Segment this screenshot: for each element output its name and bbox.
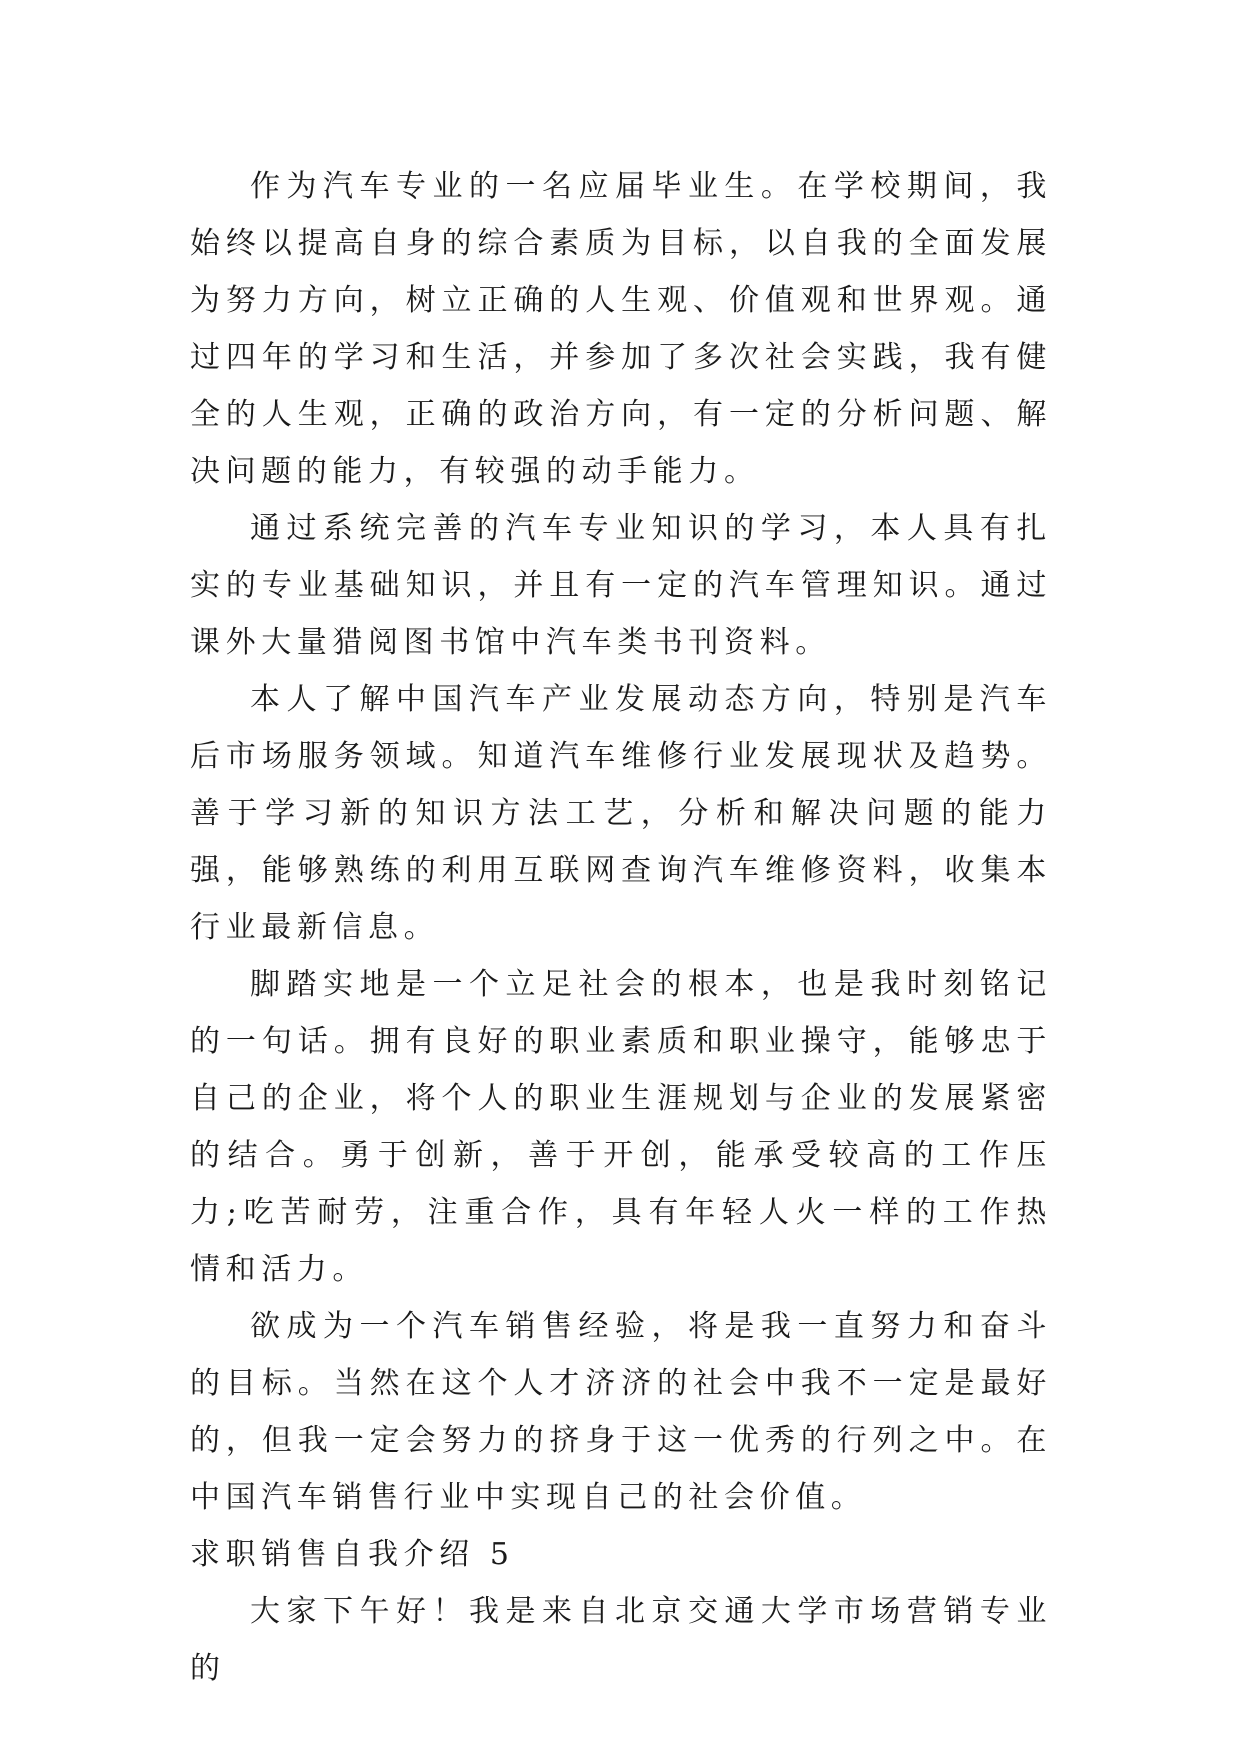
paragraph: 作为汽车专业的一名应届毕业生。在学校期间，我始终以提高自身的综合素质为目标，以自我的全面发展为努力方向，树立正确的人生观、价值观和世界观。通过四年的学习和生活，并参加了多次社会实践，我有健全的人生观，正确的政治方向，有一定的分析问题、解决问题的能力，有较强的动手能力。: [190, 169, 1052, 489]
paragraph: 本人了解中国汽车产业发展动态方向，特别是汽车后市场服务领域。知道汽车维修行业发展现状及趋势。善于学习新的知识方法工艺，分析和解决问题的能力强，能够熟练的利用互联网查询汽车维修资料，收集本行业最新信息。: [190, 682, 1052, 945]
document-body: [190, 158, 1052, 1697]
paragraph: 通过系统完善的汽车专业知识的学习，本人具有扎实的专业基础知识，并且有一定的汽车管理知识。通过课外大量猎阅图书馆中汽车类书刊资料。: [190, 511, 1052, 660]
paragraph: 欲成为一个汽车销售经验，将是我一直努力和奋斗的目标。当然在这个人才济济的社会中我不一定是最好的，但我一定会努力的挤身于这一优秀的行列之中。在中国汽车销售行业中实现自己的社会价值。: [190, 1309, 1052, 1515]
paragraph: 大家下午好！我是来自北京交通大学市场营销专业的: [190, 1594, 1052, 1686]
paragraph: 脚踏实地是一个立足社会的根本，也是我时刻铭记的一句话。拥有良好的职业素质和职业操守，能够忠于自己的企业，将个人的职业生涯规划与企业的发展紧密的结合。勇于创新，善于开创，能承受较高的工作压力;吃苦耐劳，注重合作，具有年轻人火一样的工作热情和活力。: [190, 967, 1052, 1287]
section-heading: 求职销售自我介绍 5: [190, 1537, 515, 1572]
